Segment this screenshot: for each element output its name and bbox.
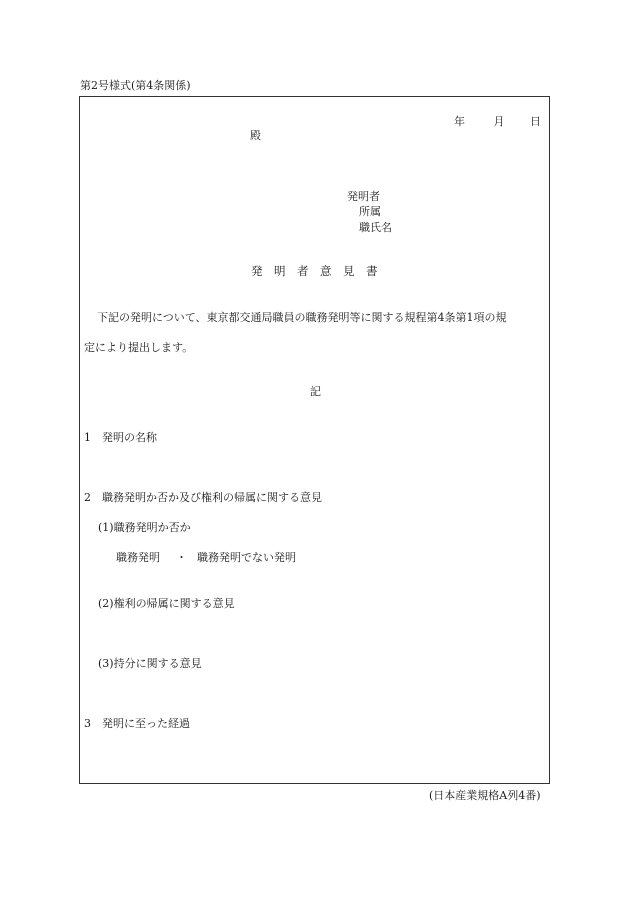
- date-line: [454, 116, 541, 127]
- year-label: 年: [454, 115, 465, 128]
- inventor-title: 発明者: [347, 190, 380, 203]
- body-line-2: 定により提出します。: [84, 341, 194, 354]
- inventor-affiliation: 所属: [359, 205, 381, 218]
- item-3: 3 発明に至った経過: [84, 717, 190, 730]
- item-2-sub-3: (3)持分に関する意見: [98, 657, 202, 670]
- addressee-suffix: 殿: [250, 129, 261, 142]
- inventor-position-name: 職氏名: [359, 221, 392, 234]
- item-2-choice-a: 職務発明: [116, 551, 160, 564]
- day-label: 日: [530, 115, 541, 128]
- item-2-choice-b: 職務発明でない発明: [197, 551, 296, 564]
- document-title: 発 明 者 意 見 書: [251, 264, 378, 278]
- form-label: 第2号様式(第4条関係): [80, 79, 191, 92]
- item-2: 2 職務発明か否か及び権利の帰属に関する意見: [84, 491, 322, 504]
- item-1: 1 発明の名称: [84, 431, 157, 444]
- item-2-sub-2: (2)権利の帰属に関する意見: [98, 597, 235, 610]
- item-2-sub-1: (1)職務発明か否か: [98, 521, 191, 534]
- body-line-1: 下記の発明について、東京都交通局職員の職務発明等に関する規程第4条第1項の規: [97, 311, 507, 324]
- item-2-choice-sep: ・: [176, 551, 187, 564]
- footer-note: (日本産業規格A列4番): [429, 789, 541, 802]
- month-label: 月: [493, 115, 505, 128]
- ki-heading: 記: [310, 385, 321, 398]
